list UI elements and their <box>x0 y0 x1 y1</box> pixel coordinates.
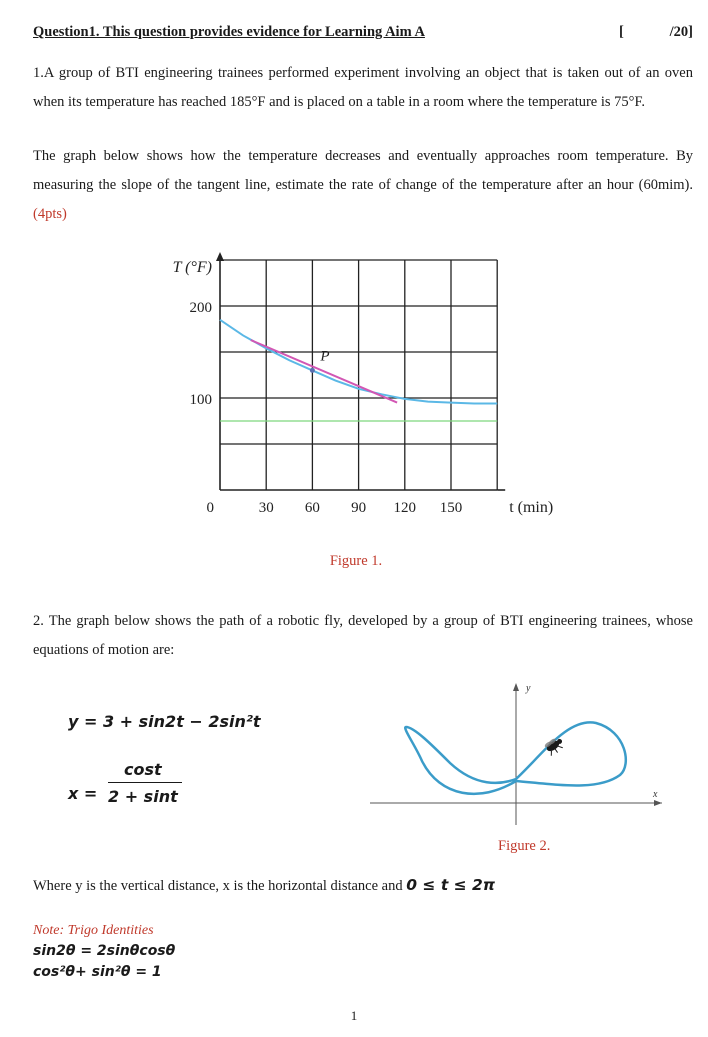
y-axis-arrow <box>216 252 224 261</box>
y-tick-label: 100 <box>189 392 212 408</box>
x-tick-label: 120 <box>393 500 417 516</box>
where-statement: Where y is the vertical distance, x is the horizontal distance and 0 ≤ t ≤ 2π <box>33 876 496 894</box>
equation-x-denominator: 2 + sint <box>108 787 178 806</box>
y-axis-arrow <box>513 683 519 691</box>
note-label: Note: Trigo Identities <box>33 923 154 938</box>
point-p-marker <box>310 368 315 373</box>
equation-y: y = 3 + sin2t − 2sin²t <box>68 712 261 731</box>
x-axis-title: t (min) <box>509 499 554 516</box>
equation-x-numerator: cost <box>124 760 162 779</box>
question-header <box>33 24 693 44</box>
page-number: 1 <box>350 1008 358 1023</box>
fraction-bar <box>108 782 182 783</box>
chart-grid <box>216 252 505 490</box>
figure-2-graph <box>370 675 670 825</box>
q2-paragraph: 2. The graph below shows the path of a robotic fly, developed by a group of BTI engineering trainees, whose equations of motion are: <box>33 613 693 658</box>
y-tick-label: 200 <box>189 300 212 316</box>
question-title: Question1. This question provides evidence for Learning Aim A <box>33 24 425 40</box>
fly-icon <box>544 735 566 757</box>
x-tick-label: 0 <box>206 500 214 516</box>
x-tick-label: 60 <box>304 500 320 516</box>
identity-sin2: sin2θ = 2sinθcosθ <box>33 943 176 959</box>
q1-paragraph-2: The graph below shows how the temperature decreases and eventually approaches room temperature. By measuring the slope of the tangent line, estimate the rate of change of the temperature after an hour (60mim). (4pts) <box>33 148 693 222</box>
q1-paragraph-1: 1.A group of BTI engineering trainees performed experiment involving an object that is taken out of an oven when its temperature has reached 185°F and is placed on a table in a room where the temperature is 75°F. <box>33 65 693 110</box>
figure-2-caption: Figure 2. <box>498 838 551 854</box>
trig-note <box>33 920 175 983</box>
marks-bracket: [ <box>619 24 624 40</box>
figure-1-chart <box>140 240 600 530</box>
x-tick-label: 90 <box>351 500 367 516</box>
y-axis-label: y <box>526 683 531 694</box>
q1-points: (4pts) <box>33 206 67 222</box>
figure-1-caption: Figure 1. <box>329 553 383 569</box>
y-axis-title: T (°F) <box>172 259 212 276</box>
x-axis-label: x <box>653 789 658 800</box>
x-axis-arrow <box>654 800 662 806</box>
x-tick-label: 150 <box>439 500 463 516</box>
x-tick-label: 30 <box>258 500 274 516</box>
point-p-label: P <box>320 348 330 365</box>
marks-total: /20] <box>669 24 693 40</box>
equation-x-lhs: x = <box>68 784 98 803</box>
identity-pythagorean: cos²θ+ sin²θ = 1 <box>33 964 162 980</box>
t-range: 0 ≤ t ≤ 2π <box>406 876 496 894</box>
